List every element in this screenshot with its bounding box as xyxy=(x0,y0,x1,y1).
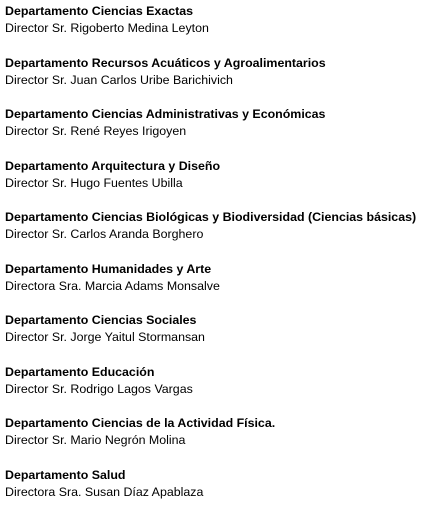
department-entry-arquitectura-diseno xyxy=(5,158,437,210)
department-director: Director Sr. Rodrigo Lagos Vargas xyxy=(5,381,437,398)
department-name: Departamento Ciencias Exactas xyxy=(5,3,437,20)
department-director: Director Sr. Jorge Yaitul Stormansan xyxy=(5,329,437,346)
department-director: Directora Sra. Marcia Adams Monsalve xyxy=(5,278,437,295)
department-name: Departamento Ciencias Biológicas y Biodiversidad (Ciencias básicas) xyxy=(5,209,437,226)
department-entry-recursos-acuaticos xyxy=(5,55,437,107)
department-entry-humanidades-arte xyxy=(5,261,437,313)
department-name: Departamento Ciencias de la Actividad Física. xyxy=(5,415,437,432)
department-director: Director Sr. Carlos Aranda Borghero xyxy=(5,226,437,243)
department-entry-ciencias-sociales xyxy=(5,312,437,364)
department-name: Departamento Educación xyxy=(5,364,437,381)
department-name: Departamento Salud xyxy=(5,467,437,484)
department-entry-salud xyxy=(5,467,437,518)
department-director: Director Sr. René Reyes Irigoyen xyxy=(5,123,437,140)
department-entry-ciencias-biologicas xyxy=(5,209,437,261)
department-director: Director Sr. Hugo Fuentes Ubilla xyxy=(5,175,437,192)
department-director: Director Sr. Mario Negrón Molina xyxy=(5,432,437,449)
department-entry-ciencias-exactas xyxy=(5,3,437,55)
department-name: Departamento Arquitectura y Diseño xyxy=(5,158,437,175)
department-director: Director Sr. Rigoberto Medina Leyton xyxy=(5,20,437,37)
department-director: Director Sr. Juan Carlos Uribe Barichivich xyxy=(5,72,437,89)
department-name: Departamento Ciencias Administrativas y Económicas xyxy=(5,106,437,123)
department-director: Directora Sra. Susan Díaz Apablaza xyxy=(5,484,437,501)
department-entry-actividad-fisica xyxy=(5,415,437,467)
department-name: Departamento Humanidades y Arte xyxy=(5,261,437,278)
department-name: Departamento Recursos Acuáticos y Agroalimentarios xyxy=(5,55,437,72)
department-entry-educacion xyxy=(5,364,437,416)
department-entry-ciencias-administrativas xyxy=(5,106,437,158)
department-name: Departamento Ciencias Sociales xyxy=(5,312,437,329)
